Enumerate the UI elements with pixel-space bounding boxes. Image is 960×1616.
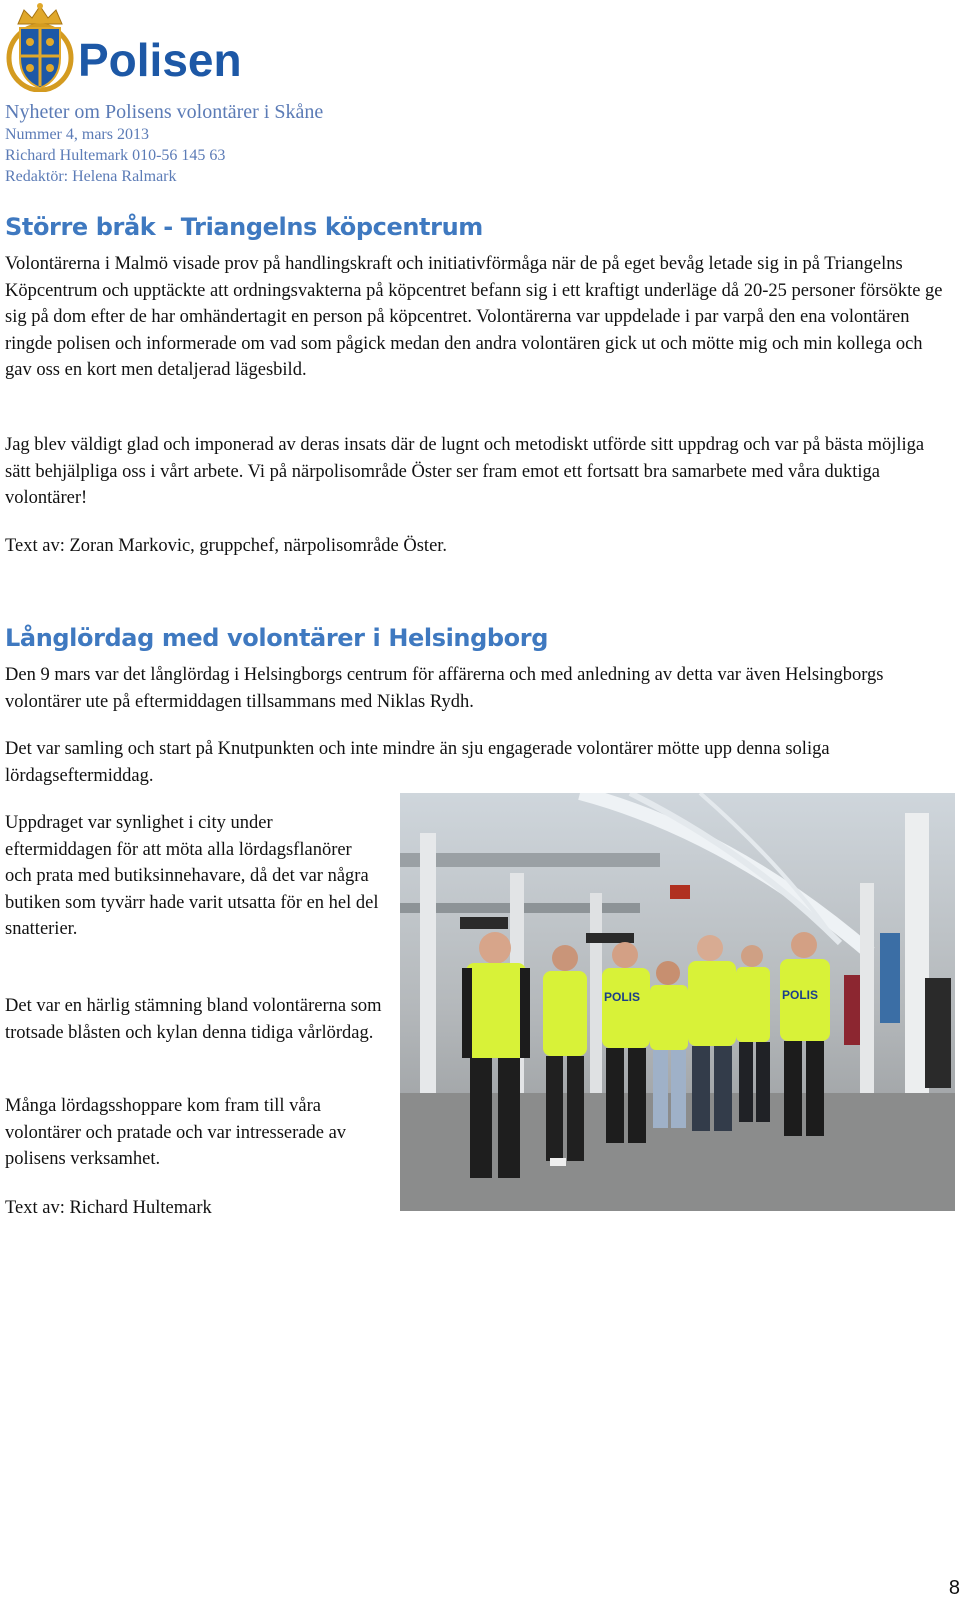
page-number: 8 [948, 1577, 960, 1599]
editor-line: Redaktör: Helena Ralmark [5, 168, 177, 185]
svg-text:POLIS: POLIS [782, 988, 819, 1002]
newsletter-title: Nyheter om Polisens volontärer i Skåne [5, 101, 324, 123]
volunteers-photo [400, 793, 955, 1211]
polisen-logo [6, 2, 246, 92]
article2-paragraph-5: Många lördagsshoppare kom fram till våra volontärer och pratade och var intresserade av polisens verksamhet. [5, 1096, 347, 1169]
crest-icon [9, 3, 71, 90]
svg-text:POLIS: POLIS [604, 990, 641, 1004]
article2-byline: Text av: Richard Hultemark [5, 1198, 212, 1218]
article2-paragraph-4: Det var en härlig stämning bland volontärerna som trotsade blåsten och kylan denna tidiga vårlördag. [5, 996, 382, 1043]
article2-paragraph-3: Uppdraget var synlighet i city under eftermiddagen för att möta alla lördagsflanörer och prata med butiksinnehavare, då det var några butiken som tyvärr hade varit utsatta för en hel del snatterier. [5, 813, 379, 939]
article2-paragraph-2: Det var samling och start på Knutpunkten och inte mindre än sju engagerade volontärer mötte upp denna soliga lördagseftermiddag. [5, 739, 830, 786]
article1-byline: Text av: Zoran Markovic, gruppchef, närpolisområde Öster. [5, 536, 448, 556]
contact-line: Richard Hultemark 010-56 145 63 [5, 147, 226, 164]
article1-paragraph-1: Volontärerna i Malmö visade prov på handlingskraft och initiativförmåga när de på eget bevåg letade sig in på Triangelns Köpcentrum och upptäckte att ordningsvakterna på köpcentret befann sig i ett kraftigt underläge då 20-25 personer försökte ge sig på dom efter de har omhändertagit en person på köpcentret. Volontärerna var uppdelade i par varpå den ena volontären ringde polisen och informerade om vad som pågick medan den andra volontären gick ut och mötte mig och min kollega och gav oss en kort men detaljerad lägesbild. [5, 254, 943, 380]
article1-title: Större bråk - Triangelns köpcentrum [5, 213, 483, 241]
issue-number: Nummer 4, mars 2013 [5, 126, 149, 143]
masthead [5, 100, 323, 187]
logo-wordmark: Polisen [78, 34, 242, 86]
article2-title: Långlördag med volontärer i Helsingborg [5, 624, 548, 652]
article1-paragraph-2: Jag blev väldigt glad och imponerad av deras insats där de lugnt och metodiskt utförde sitt uppdrag och var på bästa möjliga sätt behjälpliga oss i vårt arbete. Vi på närpolisområde Öster ser fram emot ett fortsatt bra samarbete med våra duktiga volontärer! [5, 435, 925, 508]
article2-paragraph-1: Den 9 mars var det långlördag i Helsingborgs centrum för affärerna och med anledning av detta var även Helsingborgs volontärer ute på eftermiddagen tillsammans med Niklas Rydh. [5, 665, 884, 712]
